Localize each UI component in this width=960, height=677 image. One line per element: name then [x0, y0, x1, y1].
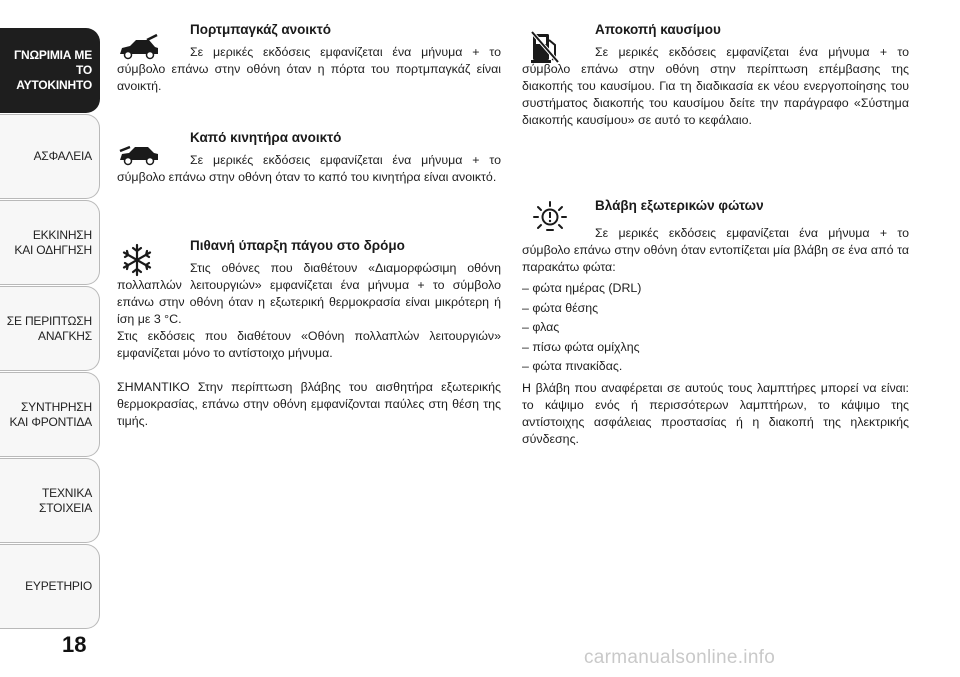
section-title: Πορτμπαγκάζ ανοικτό [190, 22, 331, 37]
tab-safety[interactable] [0, 114, 100, 199]
paragraph: Στις εκδόσεις που διαθέτουν «Οθόνη πολλαπλών λειτουργιών» εμφανίζεται μόνο το αντίστοιχο μήνυμα. [117, 329, 501, 360]
paragraph: Στις οθόνες που διαθέτουν «Διαμορφώσιμη οθόνη πολλαπλών λειτουργιών» εμφανίζεται ένα μήνυμα + το σύμβολο επάνω στην οθόνη όταν η εξωτερική θερμοκρασία είναι μικρότερη ή ίση με 3 °C. [117, 261, 501, 326]
section-fuel-cutoff [522, 22, 909, 142]
tab-label: ΕΥΡΕΤΗΡΙΟ [25, 579, 92, 593]
tab-index[interactable] [0, 544, 100, 629]
paragraph: Η βλάβη που αναφέρεται σε αυτούς τους λαμπτήρες μπορεί να είναι: το κάψιμο ενός ή περισσότερων λαμπτήρων, το κάψιμο της αντίστοιχης ασφάλειας προστασίας ή η διακοπή της ηλεκτρικής σύνδεσης. [522, 380, 909, 446]
section-title: Βλάβη εξωτερικών φώτων [595, 198, 764, 213]
section-body [117, 260, 501, 430]
section-exterior-lights-failure [522, 198, 909, 458]
tab-label: ΣΥΝΤΗΡΗΣΗ ΚΑΙ ΦΡΟΝΤΙΔΑ [9, 399, 92, 429]
list-item: – φλας [522, 320, 560, 334]
paragraph: Σε μερικές εκδόσεις εμφανίζεται ένα μήνυμα + το σύμβολο επάνω στην οθόνη όταν η πόρτα του πορτμπαγκάζ είναι ανοικτή. [117, 45, 501, 93]
section-body [522, 44, 909, 129]
tab-maintenance[interactable] [0, 372, 100, 457]
tab-getting-to-know[interactable] [0, 28, 100, 113]
section-title: Αποκοπή καυσίμου [595, 22, 721, 37]
section-title: Καπό κινητήρα ανοικτό [190, 130, 342, 145]
section-body [522, 225, 909, 448]
list-item: – φώτα ημέρας (DRL) [522, 281, 642, 295]
paragraph: Σε μερικές εκδόσεις εμφανίζεται ένα μήνυμα + το σύμβολο επάνω στην οθόνη όταν εντοπίζεται μία βλάβη σε ένα από τα παρακάτω φώτα: [522, 226, 909, 274]
paragraph: Σε μερικές εκδόσεις εμφανίζεται ένα μήνυμα + το σύμβολο επάνω στην οθόνη στην περίπτωση επέμβασης της διακοπής του καυσίμου. Για τη διαδικασία εκ νέου ενεργοποίησης του συστήματος διακοπής του καυσίμου δείτε την παράγραφο «Σύστημα διακοπής καυσίμου» σε αυτό το κεφάλαιο. [522, 45, 909, 127]
list-item: – φώτα θέσης [522, 300, 599, 315]
section-body [117, 152, 501, 186]
tab-label: ΑΣΦΑΛΕΙΑ [33, 149, 92, 163]
tab-label: ΕΚΚΙΝΗΣΗ ΚΑΙ ΟΔΗΓΗΣΗ [14, 227, 92, 257]
list-item: – πίσω φώτα ομίχλης [522, 339, 640, 354]
tab-label: ΤΕΧΝΙΚΑ ΣΤΟΙΧΕΙΑ [39, 485, 92, 515]
section-title: Πιθανή ύπαρξη πάγου στο δρόμο [190, 238, 405, 253]
tab-label: ΓΝΩΡΙΜΙΑ ΜΕ ΤΟ ΑΥΤΟΚΙΝΗΤΟ [14, 48, 92, 92]
page-number: 18 [62, 632, 87, 657]
tab-emergency[interactable] [0, 286, 100, 371]
paragraph: Σε μερικές εκδόσεις εμφανίζεται ένα μήνυμα + το σύμβολο επάνω στην οθόνη όταν το καπό του κινητήρα είναι ανοικτό. [117, 153, 501, 184]
section-bonnet-open [117, 130, 501, 210]
tab-starting-driving[interactable] [0, 200, 100, 285]
section-body [117, 44, 501, 95]
tab-technical-data[interactable] [0, 458, 100, 543]
section-ice-warning [117, 238, 501, 438]
tab-label: ΣΕ ΠΕΡΙΠΤΩΣΗ ΑΝΑΓΚΗΣ [6, 313, 92, 343]
section-boot-open [117, 22, 501, 102]
watermark: carmanualsonline.info [584, 647, 776, 668]
list-item: – φώτα πινακίδας. [522, 359, 623, 373]
important-note: ΣΗΜΑΝΤΙΚΟ Στην περίπτωση βλάβης του αισθητήρα εξωτερικής θερμοκρασίας, επάνω στην οθόνη εμφανίζονται παύλες στη θέση της τιμής. [117, 380, 501, 428]
